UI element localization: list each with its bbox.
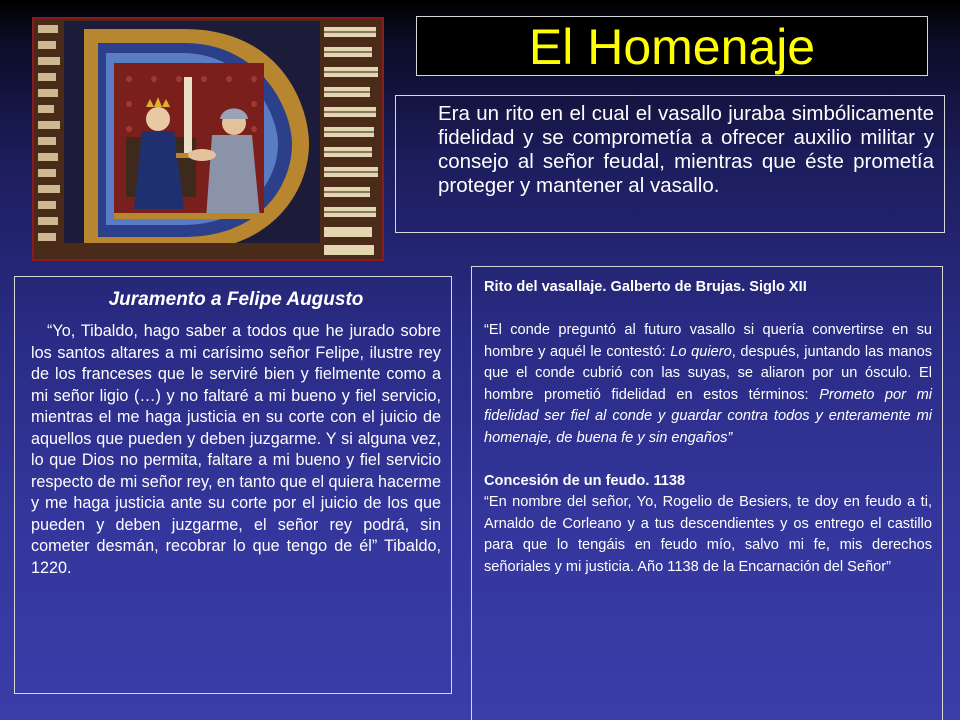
homage-miniature-illustration [34,19,382,259]
fief-text: “En nombre del señor, Yo, Rogelio de Besiers, te doy en feudo a ti, Arnaldo de Corleano y a tus descendientes y os entrego el castillo para que lo tengáis en feudo mío, salvo mi fe, mis derechos señoriales y mi justicia. Año 1138 de la Encarnación del Señor” [484,494,932,575]
vassal-quote-part1: “El conde preguntó al futuro vasallo si quería convertirse en su hombre y aquél le contestó: [484,322,932,360]
definition-box [395,95,945,233]
vassal-quote-emphasis1: Lo quiero [670,343,732,360]
rite-heading: Rito del vasallaje. Galberto de Brujas. Siglo XII [484,279,807,295]
fief-heading: Concesión de un feudo. 1138 [484,472,686,489]
illuminated-manuscript-image [32,17,384,261]
page-title: El Homenaje [528,19,816,75]
definition-text: Era un rito en el cual el vasallo juraba simbólicamente fidelidad y se comprometía a ofrecer auxilio militar y consejo al señor feudal, mientras que éste prometía proteger y mantener al vasallo. [438,102,934,197]
title-box [416,16,928,76]
vassal-quote-emphasis2: Prometo por mi fidelidad ser fiel al conde y guardar contra todos y enteramente mi homenaje, de buena fe y sin engaños” [484,386,932,446]
oath-heading: Juramento a Felipe Augusto [108,289,364,310]
vassal-quote-part2: , después, juntando las manos que el conde cubrió con las suyas, se aliaron por un ósculo. El hombre prometió fidelidad en estos términos: [484,343,933,403]
rite-box [471,266,943,720]
oath-box [14,276,452,694]
oath-text: “Yo, Tibaldo, hago saber a todos que he jurado sobre los santos altares a mi carísimo señor Felipe, ilustre rey de los franceses que le serviré bien y fielmente como a mi señor ligio (…) y no faltaré a mi bueno y fiel servicio, mientras el me haga justicia en su corte con el juicio de aquellos que pueden y deben juzgarme. Y si alguna vez, lo que Dios no permita, faltare a mi bueno y fiel servicio respecto de mi señor rey, en tanto que el quiera hacerme y me haga justicia ante su corte por el juicio de los que pueden y deben juzgarme, el señor rey podrá, sin cometer desmán, recobrar lo que tengo de él” Tibaldo, 1220. [31,322,442,577]
rite-quote [484,320,932,449]
